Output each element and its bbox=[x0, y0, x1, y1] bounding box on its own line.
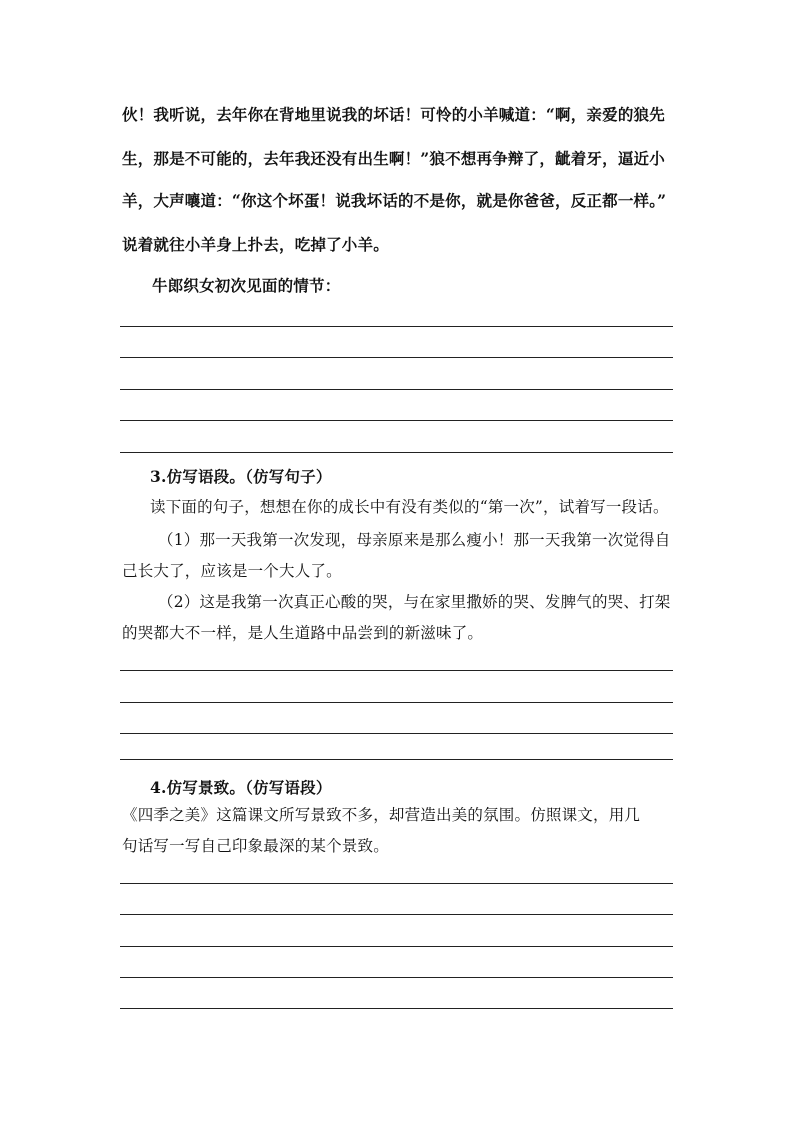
section-3-example-2-line-2: 的哭都大不一样，是人生道路中品尝到的新滋味了。 bbox=[122, 624, 484, 642]
story-line-2: 生，那是不可能的，去年我还没有出生啊！”狼不想再争辩了，龇着牙，逼近小 bbox=[122, 149, 665, 168]
answer-line[interactable] bbox=[120, 420, 673, 421]
answer-line[interactable] bbox=[120, 357, 673, 358]
section-3-example-2-line-1: （2）这是我第一次真正心酸的哭，与在家里撒娇的哭、发脾气的哭、打架 bbox=[158, 593, 671, 611]
answer-line[interactable] bbox=[120, 914, 673, 915]
section-3-title: 3.仿写语段。（仿写句子） bbox=[150, 467, 332, 486]
section-3-example-1-line-1: （1）那一天我第一次发现，母亲原来是那么瘦小！那一天我第一次觉得自 bbox=[158, 531, 671, 549]
section-4-title: 4.仿写景致。（仿写语段） bbox=[150, 778, 332, 797]
answer-line[interactable] bbox=[120, 733, 673, 734]
section-4-instruction-line-2: 句话写一写自己印象最深的某个景致。 bbox=[122, 837, 389, 855]
section-3-instruction: 读下面的句子，想想在你的成长中有没有类似的“第一次”，试着写一段话。 bbox=[150, 498, 669, 516]
answer-line[interactable] bbox=[120, 670, 673, 671]
answer-line[interactable] bbox=[120, 452, 673, 453]
answer-line[interactable] bbox=[120, 946, 673, 947]
section-4-instruction-line-1: 《四季之美》这篇课文所写景致不多，却营造出美的氛围。仿照课文，用几 bbox=[122, 806, 641, 824]
section-3-example-1-line-2: 己长大了，应该是一个大人了。 bbox=[122, 562, 342, 580]
answer-line[interactable] bbox=[120, 702, 673, 703]
answer-line[interactable] bbox=[120, 1008, 673, 1009]
prompt-niulang-zhinu: 牛郎织女初次见面的情节： bbox=[152, 276, 341, 295]
story-line-1: 伙！我听说，去年你在背地里说我的坏话！可怜的小羊喊道：“啊，亲爱的狼先 bbox=[122, 105, 665, 124]
answer-line[interactable] bbox=[120, 326, 673, 327]
answer-line[interactable] bbox=[120, 759, 673, 760]
answer-line[interactable] bbox=[120, 389, 673, 390]
answer-line[interactable] bbox=[120, 883, 673, 884]
story-line-4: 说着就往小羊身上扑去，吃掉了小羊。 bbox=[122, 235, 389, 254]
story-line-3: 羊，大声嚷道：“你这个坏蛋！说我坏话的不是你，就是你爸爸，反正都一样。” bbox=[122, 191, 667, 210]
answer-line[interactable] bbox=[120, 977, 673, 978]
